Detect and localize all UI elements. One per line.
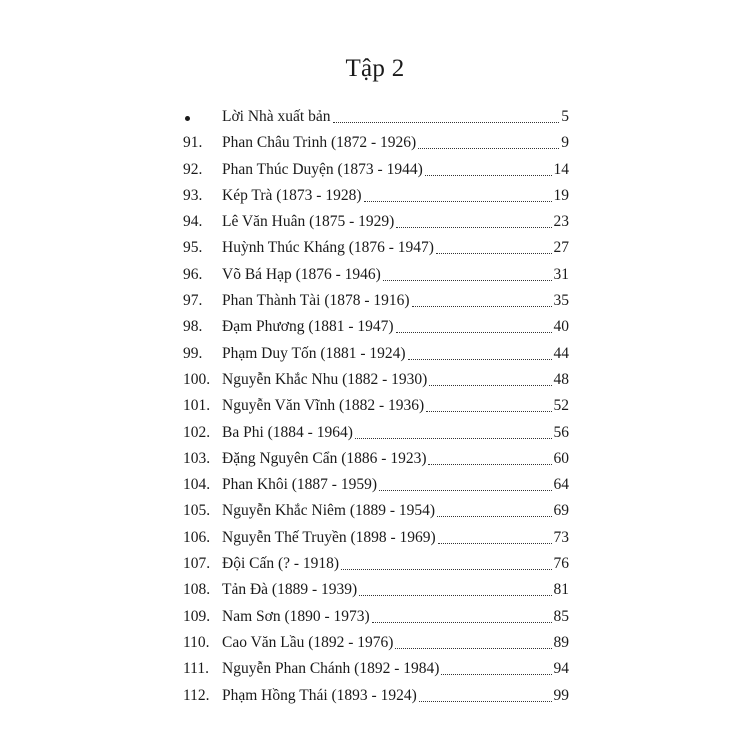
toc-entry-line bbox=[222, 450, 569, 468]
toc-entry-page: 73 bbox=[553, 528, 569, 546]
toc-entry bbox=[0, 525, 750, 551]
toc-entry-number: 108. bbox=[183, 581, 211, 599]
toc-entry-title: Nguyễn Văn Vĩnh (1882 - 1936) bbox=[222, 397, 425, 415]
toc-entry-number: 106. bbox=[183, 528, 211, 546]
toc-entry bbox=[0, 341, 750, 367]
toc-entry-number: 107. bbox=[183, 555, 211, 573]
toc-entry-line bbox=[222, 371, 569, 389]
toc-entry bbox=[0, 472, 750, 498]
toc-entry-number: 105. bbox=[183, 502, 211, 520]
toc-entry bbox=[0, 630, 750, 656]
toc-entry-number: 96. bbox=[183, 265, 203, 283]
toc-entry-page: 31 bbox=[553, 265, 569, 283]
toc-entry-title: Phạm Hồng Thái (1893 - 1924) bbox=[222, 686, 417, 704]
toc-entry-line bbox=[222, 108, 569, 126]
toc-entry-page: 27 bbox=[553, 239, 569, 257]
toc-entry-line bbox=[222, 213, 569, 231]
toc-entry bbox=[0, 656, 750, 682]
toc-entry bbox=[0, 393, 750, 419]
toc-entry-line bbox=[222, 134, 569, 152]
toc-entry-line bbox=[222, 318, 569, 336]
toc-entry-number: 98. bbox=[183, 318, 203, 336]
toc-entry-title: Đặng Nguyên Cẩn (1886 - 1923) bbox=[222, 449, 427, 467]
toc-entry-page: 40 bbox=[553, 318, 569, 336]
toc-entry-title: Nguyễn Thế Truyền (1898 - 1969) bbox=[222, 528, 436, 546]
toc-entry bbox=[0, 498, 750, 524]
toc-entry-line bbox=[222, 502, 569, 520]
toc-entry-line bbox=[222, 660, 569, 678]
toc-leader-dots bbox=[428, 464, 551, 465]
toc-entry-title: Đội Cấn (? - 1918) bbox=[222, 555, 340, 573]
toc-entry bbox=[0, 446, 750, 472]
toc-entry-number: 95. bbox=[183, 239, 203, 257]
toc-leader-dots bbox=[396, 227, 551, 228]
toc-entry-page: 9 bbox=[561, 134, 569, 152]
toc-entry-page: 60 bbox=[553, 449, 569, 467]
toc-entry-title: Lê Văn Huân (1875 - 1929) bbox=[222, 213, 395, 231]
toc-entry-number: 93. bbox=[183, 186, 203, 204]
toc-entry-number: 99. bbox=[183, 344, 203, 362]
toc-entry bbox=[0, 183, 750, 209]
toc-entry-line bbox=[222, 345, 569, 363]
toc-entry-number: 109. bbox=[183, 607, 211, 625]
toc-entry-title: Nam Sơn (1890 - 1973) bbox=[222, 607, 370, 625]
toc-entry-title: Phan Châu Trinh (1872 - 1926) bbox=[222, 134, 417, 152]
toc-entry-page: 14 bbox=[553, 160, 569, 178]
toc-entry-number: 111. bbox=[183, 660, 209, 678]
toc-entry-title: Nguyễn Khắc Niêm (1889 - 1954) bbox=[222, 502, 436, 520]
toc-entry-page: 94 bbox=[553, 660, 569, 678]
toc-entry bbox=[0, 104, 750, 130]
toc-entry-page: 69 bbox=[553, 502, 569, 520]
bullet-icon bbox=[185, 116, 190, 121]
toc-entry bbox=[0, 683, 750, 709]
toc-leader-dots bbox=[372, 622, 552, 623]
toc-entry-page: 5 bbox=[561, 108, 569, 125]
toc-entry-title: Võ Bá Hạp (1876 - 1946) bbox=[222, 265, 381, 283]
toc-entry-number: 104. bbox=[183, 476, 211, 494]
toc-entry-line bbox=[222, 397, 569, 415]
toc-leader-dots bbox=[426, 411, 551, 412]
toc-entry-page: 81 bbox=[553, 581, 569, 599]
toc-entry-page: 44 bbox=[553, 344, 569, 362]
toc-entry bbox=[0, 551, 750, 577]
toc-leader-dots bbox=[441, 674, 551, 675]
toc-entry-number: 103. bbox=[183, 449, 211, 467]
toc-leader-dots bbox=[379, 490, 552, 491]
toc-entry-page: 19 bbox=[553, 186, 569, 204]
toc-entry-number: 92. bbox=[183, 160, 203, 178]
toc-entry-title: Tản Đà (1889 - 1939) bbox=[222, 581, 358, 599]
toc-entry-title: Phan Thúc Duyện (1873 - 1944) bbox=[222, 160, 423, 178]
toc-entry-page: 89 bbox=[553, 633, 569, 651]
toc-entry bbox=[0, 262, 750, 288]
toc-entry-line bbox=[222, 292, 569, 310]
toc-entry-number: 102. bbox=[183, 423, 211, 441]
table-of-contents bbox=[0, 104, 750, 709]
toc-entry-number: 94. bbox=[183, 213, 203, 231]
toc-entry bbox=[0, 130, 750, 156]
toc-entry-page: 48 bbox=[553, 370, 569, 388]
toc-entry bbox=[0, 209, 750, 235]
toc-entry-title: Lời Nhà xuất bản bbox=[222, 108, 331, 125]
toc-leader-dots bbox=[437, 516, 551, 517]
toc-entry-page: 64 bbox=[553, 476, 569, 494]
toc-leader-dots bbox=[395, 648, 551, 649]
toc-entry-line bbox=[222, 687, 569, 705]
toc-entry-number: 110. bbox=[183, 633, 210, 651]
toc-entry-page: 85 bbox=[553, 607, 569, 625]
toc-entry-number: 101. bbox=[183, 397, 211, 415]
toc-entry-title: Ba Phi (1884 - 1964) bbox=[222, 423, 353, 441]
page-title: Tập 2 bbox=[345, 55, 405, 82]
toc-entry-title: Kép Trà (1873 - 1928) bbox=[222, 186, 362, 204]
toc-leader-dots bbox=[396, 332, 552, 333]
toc-entry bbox=[0, 604, 750, 630]
toc-entry-line bbox=[222, 239, 569, 257]
toc-leader-dots bbox=[359, 595, 551, 596]
toc-entry-line bbox=[222, 161, 569, 179]
toc-entry-number: 100. bbox=[183, 370, 211, 388]
toc-entry-page: 56 bbox=[553, 423, 569, 441]
toc-entry-line bbox=[222, 608, 569, 626]
toc-entry-page: 76 bbox=[553, 555, 569, 573]
toc-leader-dots bbox=[412, 306, 552, 307]
toc-leader-dots bbox=[425, 175, 552, 176]
toc-entry bbox=[0, 367, 750, 393]
toc-leader-dots bbox=[364, 201, 552, 202]
toc-leader-dots bbox=[341, 569, 551, 570]
toc-entry-title: Phạm Duy Tốn (1881 - 1924) bbox=[222, 344, 406, 362]
toc-leader-dots bbox=[333, 122, 560, 123]
toc-entry-line bbox=[222, 634, 569, 652]
toc-entry-page: 52 bbox=[553, 397, 569, 415]
toc-entry-line bbox=[222, 529, 569, 547]
toc-entry-title: Phan Thành Tài (1878 - 1916) bbox=[222, 292, 410, 310]
toc-leader-dots bbox=[419, 701, 552, 702]
toc-entry-line bbox=[222, 424, 569, 442]
toc-entry-title: Huỳnh Thúc Kháng (1876 - 1947) bbox=[222, 239, 434, 257]
toc-entry-line bbox=[222, 581, 569, 599]
toc-entry-line bbox=[222, 555, 569, 573]
toc-leader-dots bbox=[429, 385, 551, 386]
toc-entry-line bbox=[222, 476, 569, 494]
toc-entry-title: Đạm Phương (1881 - 1947) bbox=[222, 318, 394, 336]
toc-entry-title: Nguyễn Khắc Nhu (1882 - 1930) bbox=[222, 370, 428, 388]
toc-entry bbox=[0, 420, 750, 446]
toc-entry-title: Cao Văn Lầu (1892 - 1976) bbox=[222, 633, 394, 651]
toc-entry bbox=[0, 288, 750, 314]
toc-entry-line bbox=[222, 266, 569, 284]
toc-entry-page: 35 bbox=[553, 292, 569, 310]
toc-entry bbox=[0, 577, 750, 603]
toc-leader-dots bbox=[438, 543, 552, 544]
toc-entry-page: 23 bbox=[553, 213, 569, 231]
toc-entry-title: Nguyễn Phan Chánh (1892 - 1984) bbox=[222, 660, 440, 678]
toc-entry bbox=[0, 314, 750, 340]
toc-leader-dots bbox=[383, 280, 552, 281]
toc-entry-line bbox=[222, 187, 569, 205]
toc-leader-dots bbox=[408, 359, 552, 360]
toc-entry-number: 91. bbox=[183, 134, 203, 152]
toc-entry bbox=[0, 235, 750, 261]
toc-entry-page: 99 bbox=[553, 686, 569, 704]
toc-entry-title: Phan Khôi (1887 - 1959) bbox=[222, 476, 377, 494]
toc-leader-dots bbox=[418, 148, 559, 149]
toc-leader-dots bbox=[436, 253, 552, 254]
toc-entry-number: 97. bbox=[183, 292, 203, 310]
toc-entry-number: 112. bbox=[183, 686, 210, 704]
toc-entry bbox=[0, 157, 750, 183]
toc-leader-dots bbox=[355, 438, 552, 439]
